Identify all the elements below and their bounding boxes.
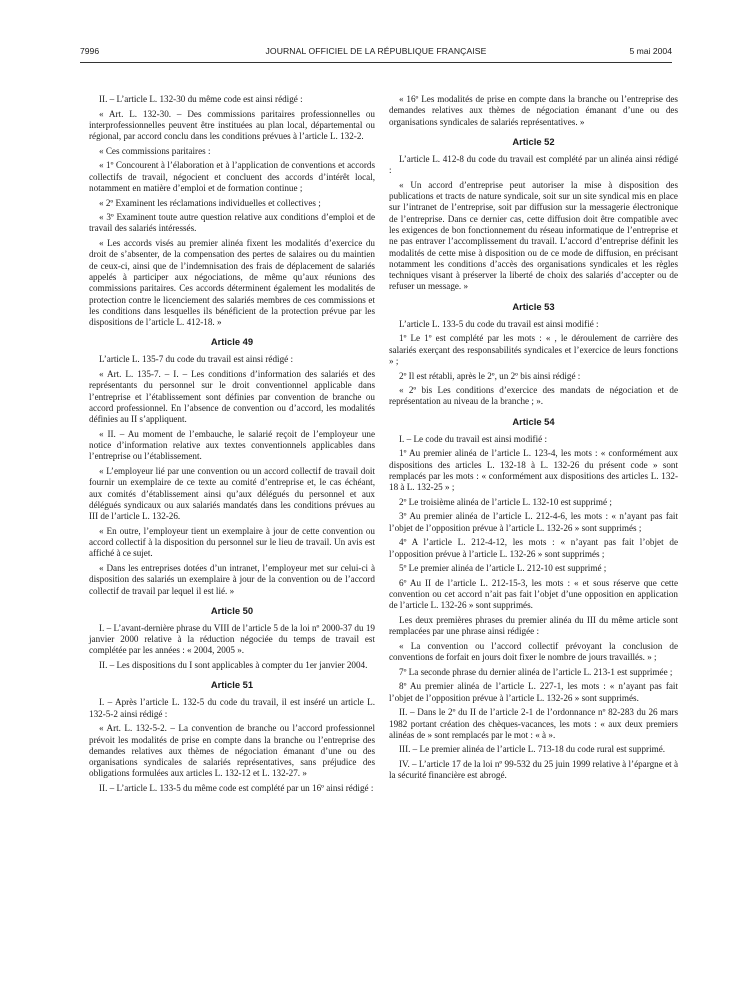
paragraph: « Ces commissions paritaires : xyxy=(99,145,211,156)
paragraph: « Un accord d’entreprise peut autoriser la mise à disposition des publications et tracts de nature syndicale, soit sur un site syndical mis en place sur l’intranet de l’entreprise, soit par diffusion sur la messagerie électronique de l’entreprise. Dans ce dernier cas, cette diffusion doit être compatible avec les exigences de bon fonctionnement du réseau informatique de l’entreprise et ne pas entraver l’accomplissement du travail. L’accord d’entreprise définit les modalités de cette mise à disposition ou de ce mode de diffusion, en précisant notamment les conditions d’accès des organisations syndicales et les règles techniques visant à préserver la liberté de choix des salariés d’accepter ou de refuser un message. » xyxy=(389,179,678,292)
header-rule xyxy=(80,62,672,63)
paragraph: « Art. L. 132-5-2. – La convention de branche ou l’accord professionnel prévoit les modalités de prise en compte dans la branche ou l’entreprise des demandes relatives aux thèmes de négociation émanant d’une ou des organisations syndicales de salariés représentatives, sans préjudice des obligations formulées aux articles L. 132-12 et L. 132-27. » xyxy=(89,723,375,779)
issue-date: 5 mai 2004 xyxy=(629,46,672,56)
paragraph: « Dans les entreprises dotées d’un intranet, l’employeur met sur celui-ci à disposition des salariés un exemplaire à jour de la convention ou de l’accord collectif de travail par lequel il est lié. » xyxy=(89,562,375,596)
paragraph: 5º Le premier alinéa de l’article L. 212-10 est supprimé ; xyxy=(399,563,607,574)
paragraph: « II. – Au moment de l’embauche, le salarié reçoit de l’employeur une notice d’information relative aux textes conventionnels applicables dans l’entreprise ou l’établissement. xyxy=(89,428,375,462)
paragraph: « L’employeur lié par une convention ou un accord collectif de travail doit fournir un exemplaire de ce texte au comité d’entreprise et, le cas échéant, aux comités d’établissement ainsi qu’aux délégués du personnel et aux délégués syndicaux ou aux salariés mandatés dans les conditions prévues au III de l’article L. 132-26. xyxy=(89,465,375,522)
page-header xyxy=(80,46,672,60)
paragraph: « 2º Examinent les réclamations individuelles et collectives ; xyxy=(99,197,321,208)
paragraph: II. – L’article L. 132-30 du même code est ainsi rédigé : xyxy=(99,94,303,104)
page-number: 7996 xyxy=(80,46,100,56)
paragraph: 7º La seconde phrase du dernier alinéa de l’article L. 213-1 est supprimée ; xyxy=(399,666,673,677)
paragraph: 4º A l’article L. 212-4-12, les mots : « n’ayant pas fait l’objet de l’opposition prévue à l’article L. 132-26 » sont supprimés ; xyxy=(389,537,678,559)
paragraph: 2º Le troisième alinéa de l’article L. 132-10 est supprimé ; xyxy=(399,496,612,507)
paragraph: I. – Après l’article L. 132-5 du code du travail, il est inséré un article L. 132-5-2 ainsi rédigé : xyxy=(89,697,375,719)
paragraph: « Art. L. 135-7. – I. – Les conditions d’information des salariés et des représentants du personnel sur le droit conventionnel applicable dans l’entreprise et l’établissement sont définies par convention de branche ou accord professionnel. En l’absence de convention ou d’accord, les modalités définies au II s’appliquent. xyxy=(89,369,375,425)
paragraph: 6º Au II de l’article L. 212-15-3, les mots : « et sous réserve que cette convention ou cet accord n’ait pas fait l’objet d’une opposition en application de l’article L. 132-26 » sont supprimés. xyxy=(389,577,678,611)
paragraph: 1º Au premier alinéa de l’article L. 123-4, les mots : « conformément aux dispositions des articles L. 132-18 à L. 132-26 du présent code » sont remplacés par les mots : « conformément aux dispositions des articles L. 132-18 à L. 132-25 » ; xyxy=(389,448,678,493)
paragraph: L’article L. 133-5 du code du travail est ainsi modifié : xyxy=(399,318,599,329)
article-heading: Article 52 xyxy=(512,135,555,147)
left-column xyxy=(89,94,375,798)
paragraph: 3º Au premier alinéa de l’article L. 212-4-6, les mots : « n’ayant pas fait l’objet de l’opposition prévue à l’article L. 132-26 » sont supprimés ; xyxy=(389,511,678,533)
paragraph: « Les accords visés au premier alinéa fixent les modalités d’exercice du droit de s’absenter, de la compensation des pertes de salaires ou du maintien de ceux-ci, ainsi que de l’indemnisation des frais de déplacement de salariés appelés à participer aux négociations, de même qu’aux réunions des commissions paritaires. Ces accords déterminent également les modalités de protection contre le licenciement des salariés membres de ces commissions et les conditions dans lesquelles ils bénéficient de la protection prévue par les dispositions de l’article L. 412-18. » xyxy=(89,238,375,328)
paragraph: L’article L. 412-8 du code du travail est complété par un alinéa ainsi rédigé : xyxy=(389,153,678,176)
article-heading: Article 51 xyxy=(210,679,254,691)
article-heading: Article 53 xyxy=(512,300,555,312)
paragraph: I. – Le code du travail est ainsi modifié : xyxy=(399,433,547,444)
paragraph: III. – Le premier alinéa de l’article L. 713-18 du code rural est supprimé. xyxy=(399,744,666,755)
paragraph: L’article L. 135-7 du code du travail est ainsi rédigé : xyxy=(99,354,294,365)
paragraph: Les deux premières phrases du premier alinéa du III du même article sont remplacées par une phrase ainsi rédigée : xyxy=(389,614,678,637)
paragraph: « 1º Concourent à l’élaboration et à l’application de conventions et accords collectifs de travail, négocient et concluent des accords d’intérêt local, notamment en matière d’emploi et de formation continue ; xyxy=(89,160,375,193)
article-heading: Article 49 xyxy=(210,336,254,348)
paragraph: 2º Il est rétabli, après le 2º, un 2º bis ainsi rédigé : xyxy=(399,370,581,381)
paragraph: « En outre, l’employeur tient un exemplaire à jour de cette convention ou accord collectif à la disposition du personnel sur le lieu de travail. Un avis est affiché à ce sujet. xyxy=(89,525,375,559)
paragraph: II. – L’article L. 133-5 du même code est complété par un 16º ainsi rédigé : xyxy=(99,783,374,793)
journal-title: JOURNAL OFFICIEL DE LA RÉPUBLIQUE FRANÇAISE xyxy=(265,46,487,56)
paragraph: « Art. L. 132-30. – Des commissions paritaires professionnelles ou interprofessionnelles peuvent être instituées au plan local, départemental ou régional, par accord conclu dans les conditions prévues à l’article L. 132-2. xyxy=(89,108,375,142)
paragraph: « La convention ou l’accord collectif prévoyant la conclusion de conventions de forfait en jours doit fixer le nombre de jours travaillés. » ; xyxy=(389,640,678,663)
paragraph: 8º Au premier alinéa de l’article L. 227-1, les mots : « n’ayant pas fait l’objet de l’opposition prévue à l’article L. 132-26 » sont supprimés. xyxy=(389,681,678,703)
paragraph: II. – Dans le 2º du II de l’article 2-1 de l’ordonnance nº 82-283 du 26 mars 1982 portant création des chèques-vacances, les mots : « aux deux premiers alinéas de » sont remplacés par le mot : « à ». xyxy=(389,707,678,740)
right-column xyxy=(389,94,678,785)
paragraph: 1º Le 1º est complété par les mots : « , le déroulement de carrière des salariés exerçant des responsabilités syndicales et l’exercice de leurs fonctions » ; xyxy=(389,333,678,366)
paragraph: IV. – L’article 17 de la loi nº 99-532 du 25 juin 1999 relative à l’épargne et à la sécurité financière est abrogé. xyxy=(389,759,678,781)
article-heading: Article 54 xyxy=(512,415,555,427)
paragraph: « 16º Les modalités de prise en compte dans la branche ou l’entreprise des demandes relatives aux thèmes de négociation émanant d’une ou des organisations syndicales de salariés représentatives. » xyxy=(389,94,678,127)
paragraph: « 3º Examinent toute autre question relative aux conditions d’emploi et de travail des salariés intéressés. xyxy=(89,212,375,234)
article-heading: Article 50 xyxy=(210,604,254,616)
paragraph: I. – L’avant-dernière phrase du VIII de l’article 5 de la loi nº 2000-37 du 19 janvier 2000 relative à la réduction négociée du temps de travail est complétée par les années : « 2004, 2005 ». xyxy=(89,622,375,656)
paragraph: II. – Les dispositions du I sont applicables à compter du 1er janvier 2004. xyxy=(99,660,368,671)
paragraph: « 2º bis Les conditions d’exercice des mandats de négociation et de représentation au niveau de la branche ; ». xyxy=(389,385,678,407)
